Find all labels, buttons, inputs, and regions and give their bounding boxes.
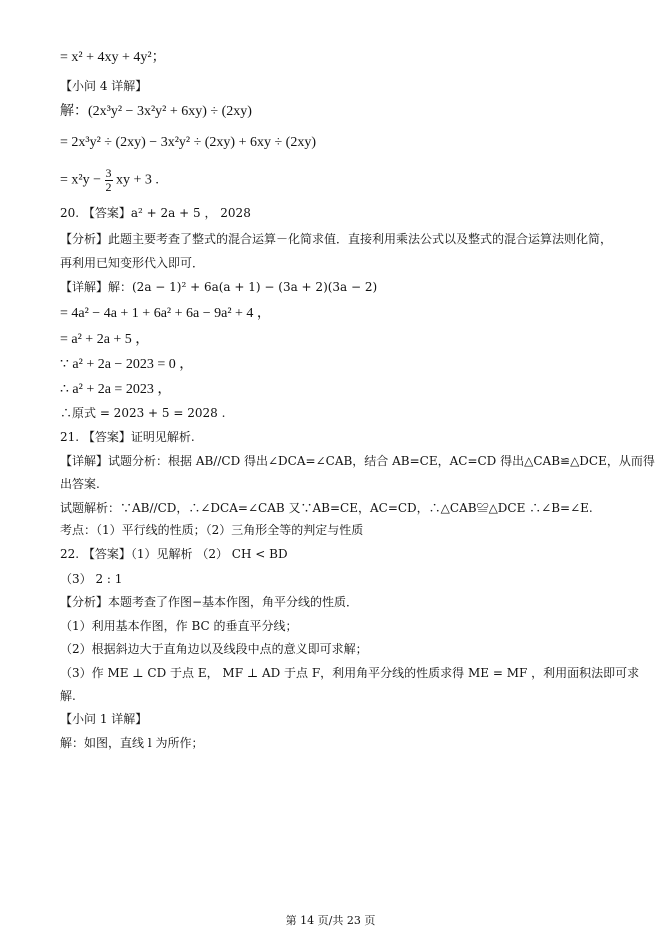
equation-line: ∴原式 = 2023 + 5 = 2028 .: [60, 406, 226, 420]
equation-line: ∴ a² + 2a = 2023 ，: [60, 382, 172, 397]
analysis-text: （2）根据斜边大于直角边以及线段中点的意义即可求解；: [60, 642, 368, 656]
fraction: [105, 167, 113, 194]
analysis-text: 【分析】此题主要考查了整式的混合运算－化简求值．直接利用乘法公式以及整式的混合运算法则化简，: [60, 232, 613, 246]
detail-text: 出答案.: [60, 477, 100, 491]
section-heading: 【小问 1 详解】: [60, 712, 148, 726]
answer-line: 20. 【答案】a² + 2a + 5 ， 2028: [60, 206, 251, 220]
detail-line: 【详解】解：(2a − 1)² + 6a(a + 1) − (3a + 2)(3a − 2): [60, 280, 378, 294]
answer-line: 22. 【答案】（1）见解析 （2） CH < BD: [60, 547, 288, 561]
solution-text: 试题解析：∵AB//CD，∴∠DCA=∠CAB 又∵AB=CE，AC=CD，∴△CAB≌△DCE ∴∠B=∠E.: [60, 501, 593, 515]
solution-text: 解：如图，直线 l 为所作；: [60, 736, 204, 750]
fraction-numerator: 3: [105, 166, 112, 180]
equation-line: = 4a² − 4a + 1 + 6a² + 6a − 9a² + 4 ，: [60, 306, 271, 321]
equation-part: = x²y −: [60, 172, 101, 188]
analysis-text: 【分析】本题考查了作图−基本作图，角平分线的性质．: [60, 595, 359, 609]
analysis-text: 解.: [60, 689, 76, 703]
equation-line: = 2x³y² ÷ (2xy) − 3x²y² ÷ (2xy) + 6xy ÷ (2xy): [60, 135, 316, 150]
analysis-text: （3）作 ME ⊥ CD 于点 E， MF ⊥ AD 于点 F，利用角平分线的性质求得 ME = MF ，利用面积法即可求: [60, 666, 640, 680]
analysis-text: 再利用已知变形代入即可．: [60, 256, 205, 270]
equation-line: 解：(2x³y² − 3x²y² + 6xy) ÷ (2xy): [60, 104, 252, 119]
answer-line: （3） 2 : 1: [60, 572, 123, 586]
fraction-denominator: 2: [105, 180, 112, 194]
section-heading: 【小问 4 详解】: [60, 79, 148, 93]
key-points-text: 考点：（1）平行线的性质；（2）三角形全等的判定与性质: [60, 523, 364, 537]
analysis-text: （1）利用基本作图，作 BC 的垂直平分线；: [60, 619, 298, 633]
page-footer: 第 14 页/共 23 页: [285, 914, 376, 927]
equation-line-fraction: [60, 167, 159, 194]
detail-text: 【详解】试题分析：根据 AB//CD 得出∠DCA=∠CAB，结合 AB=CE，AC=CD 得出△CAB≌△DCE，从而得: [60, 454, 655, 468]
equation-line: = x² + 4xy + 4y²；: [60, 50, 166, 65]
equation-line: = a² + 2a + 5 ，: [60, 332, 150, 347]
equation-part: xy + 3 .: [116, 172, 159, 188]
equation-line: ∵ a² + 2a − 2023 = 0 ，: [60, 357, 194, 372]
answer-line: 21. 【答案】证明见解析.: [60, 430, 195, 444]
